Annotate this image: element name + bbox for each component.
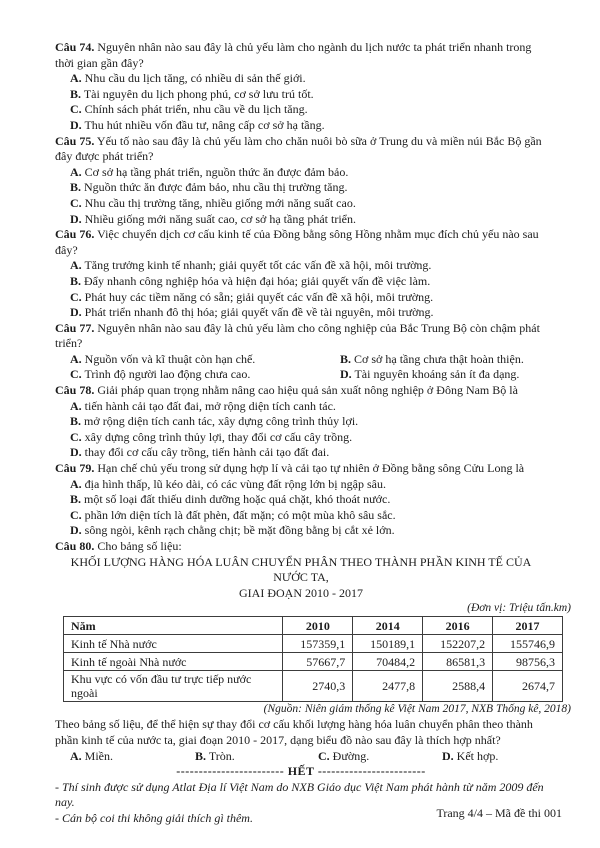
option-text: Phát triển nhanh đô thị hóa; giải quyết vấn đề về tài nguyên, môi trường. <box>84 305 434 320</box>
question-intro: Cho bảng số liệu: <box>97 539 182 553</box>
option-text: Chính sách phát triển, nhu cầu về du lịch tăng. <box>84 102 308 117</box>
option-text: Tài nguyên khoáng sản ít đa dạng. <box>354 367 520 382</box>
table-cell: 157359,1 <box>283 635 353 653</box>
question-block-80 <box>55 539 571 764</box>
option-text: Nhu cầu du lịch tăng, có nhiều di sản thế giới. <box>84 71 306 86</box>
table-cell: 2477,8 <box>353 671 423 702</box>
option-label: D. <box>70 305 82 320</box>
option-label: C. <box>318 748 330 763</box>
option-label: A. <box>70 398 82 413</box>
question-block-77 <box>55 321 547 383</box>
option-label: C. <box>70 195 82 210</box>
option-label: D. <box>70 211 82 226</box>
question-label: Câu 78. <box>55 383 95 398</box>
table-cell: 155746,9 <box>493 635 563 653</box>
question-label: Câu 76. <box>55 227 95 242</box>
option-text: Nhiều giống mới năng suất cao, cơ sở hạ tầng phát triển. <box>84 211 356 226</box>
table-unit-label: (Đơn vị: Triệu tấn.km) <box>467 602 571 615</box>
option-text: Kết hợp. <box>456 748 499 763</box>
option-line <box>340 352 547 368</box>
table-header-cell: 2017 <box>493 617 563 635</box>
table-cell: 57667,7 <box>283 653 353 671</box>
table-header-cell: 2014 <box>353 617 423 635</box>
option-text: Tròn. <box>208 748 235 763</box>
option-line <box>55 102 547 118</box>
question-text-76 <box>55 227 547 258</box>
option-label: A. <box>70 748 82 763</box>
option-line <box>340 367 547 383</box>
het-label: HẾT <box>287 764 315 779</box>
option-line <box>70 367 340 383</box>
option-line <box>55 414 547 430</box>
question-body: Hạn chế chủ yếu trong sử dụng hợp lí và cải tạo tự nhiên ở Đồng bằng sông Cửu Long là <box>97 461 525 476</box>
option-label: D. <box>70 523 82 538</box>
option-text: Đẩy nhanh công nghiệp hóa và hiện đại hóa; giải quyết vấn đề việc làm. <box>84 273 431 288</box>
option-line <box>55 445 547 461</box>
option-label: B. <box>70 492 82 507</box>
option-line <box>55 305 547 321</box>
option-label: A. <box>70 258 82 273</box>
exam-note-proctor: - Cán bộ coi thi không giải thích gì thêm. <box>55 810 253 825</box>
option-label: B. <box>70 414 82 429</box>
table-cell: 98756,3 <box>493 653 563 671</box>
option-label: D. <box>442 748 454 763</box>
option-text: mở rộng diện tích canh tác, xây dựng công trình thủy lợi. <box>84 414 359 429</box>
table-cell: 2740,3 <box>283 671 353 702</box>
option-text: Nguồn thức ăn được đảm bảo, nhu cầu thị trường tăng. <box>84 180 348 195</box>
table-cell: 86581,3 <box>423 653 493 671</box>
question-block-78 <box>55 383 547 461</box>
question-label: Câu 77. <box>55 320 95 335</box>
option-line <box>55 477 547 493</box>
option-line <box>55 274 547 290</box>
option-line <box>55 212 547 228</box>
table-cell: 70484,2 <box>353 653 423 671</box>
question-text-74 <box>55 40 547 71</box>
option-line <box>55 165 547 181</box>
question-body: Nguyên nhân nào sau đây là chủ yếu làm cho ngành du lịch nước ta phát triển nhanh trong thời gian gần đây? <box>55 40 532 70</box>
option-line <box>70 749 195 765</box>
option-text: xây dựng công trình thủy lợi, thay đổi cơ cấu cây trồng. <box>84 429 353 444</box>
option-line <box>55 492 547 508</box>
option-line <box>55 196 547 212</box>
option-label: B. <box>70 273 82 288</box>
question-text-77 <box>55 321 547 352</box>
table-header-cell: 2010 <box>283 617 353 635</box>
het-dashes-right: ------------------------ <box>317 764 426 779</box>
option-label: B. <box>70 180 82 195</box>
option-label: A. <box>70 71 82 86</box>
option-line <box>55 508 547 524</box>
option-text: Trình độ người lao động chưa cao. <box>84 367 251 382</box>
het-divider <box>55 764 547 780</box>
option-line <box>442 749 547 765</box>
question-block-74 <box>55 40 547 134</box>
option-label: A. <box>70 476 82 491</box>
table-row <box>64 671 563 702</box>
question-block-75 <box>55 134 547 228</box>
table-header-cell: 2016 <box>423 617 493 635</box>
table-cell: 152207,2 <box>423 635 493 653</box>
option-text: Thu hút nhiều vốn đầu tư, nâng cấp cơ sở hạ tầng. <box>84 117 325 132</box>
page-footer: Trang 4/4 – Mã đề thi 001 <box>436 806 562 820</box>
het-dashes-left: ------------------------ <box>176 764 285 779</box>
data-table <box>63 616 563 702</box>
option-line <box>55 180 547 196</box>
option-text: Phát huy các tiềm năng có sẵn; giải quyết các vấn đề xã hội, môi trường. <box>84 289 434 304</box>
question-text-79 <box>55 461 547 477</box>
option-label: C. <box>70 102 82 117</box>
option-text: phần lớn diện tích là đất phèn, đất mặn; có một mùa khô sâu sắc. <box>84 507 396 522</box>
table-cell: 150189,1 <box>353 635 423 653</box>
option-line <box>55 87 547 103</box>
question-label: Câu 74. <box>55 40 95 54</box>
table-cell: 2588,4 <box>423 671 493 702</box>
option-line <box>55 523 547 539</box>
question-text-78 <box>55 383 547 399</box>
option-text: Nhu cầu thị trường tăng, nhiều giống mới năng suất cao. <box>84 195 356 210</box>
question-label: Câu 80. <box>55 539 95 553</box>
option-label: B. <box>340 351 352 366</box>
table-title-line1: KHỐI LƯỢNG HÀNG HÓA LUÂN CHUYỂN PHÂN THEO THÀNH PHẦN KINH TẾ CỦA NƯỚC TA, <box>70 554 532 585</box>
option-text: thay đổi cơ cấu cây trồng, tiến hành cải tạo đất đai. <box>84 445 330 460</box>
option-label: A. <box>70 164 82 179</box>
question-body: Việc chuyển dịch cơ cấu kinh tế của Đồng bằng sông Hồng nhằm mục đích chủ yếu nào sau đây? <box>55 227 539 257</box>
option-line <box>55 258 547 274</box>
option-text: Miền. <box>84 748 114 763</box>
table-source-label: (Nguồn: Niên giám thống kê Việt Nam 2017, NXB Thống kê, 2018) <box>263 703 571 716</box>
option-text: Nguồn vốn và kĩ thuật còn hạn chế. <box>84 351 256 366</box>
option-grid <box>55 749 547 765</box>
question-text-80 <box>55 539 547 555</box>
option-text: Tăng trưởng kinh tế nhanh; giải quyết tốt các vấn đề xã hội, môi trường. <box>84 258 432 273</box>
table-title-line2: GIAI ĐOẠN 2010 - 2017 <box>239 585 363 600</box>
option-line <box>55 71 547 87</box>
table-cell: Kinh tế ngoài Nhà nước <box>64 653 283 671</box>
question-label: Câu 75. <box>55 133 95 148</box>
option-line <box>195 749 318 765</box>
option-grid <box>55 352 547 383</box>
option-label: A. <box>70 351 82 366</box>
option-line <box>318 749 442 765</box>
table-row <box>64 653 563 671</box>
option-text: Tài nguyên du lịch phong phú, cơ sở lưu trú tốt. <box>83 86 314 101</box>
question-label: Câu 79. <box>55 461 95 476</box>
option-line <box>55 290 547 306</box>
option-label: D. <box>70 445 82 460</box>
exam-note-atlat: - Thí sinh được sử dụng Atlat Địa lí Việt Nam do NXB Giáo dục Việt Nam phát hành từ năm 2009 đến nay. <box>55 779 544 810</box>
question-text-75 <box>55 134 547 165</box>
question-body-80: Theo bảng số liệu, để thể hiện sự thay đổi cơ cấu khối lượng hàng hóa luân chuyển phân theo thành phần kinh tế của nước ta, giai đoạn 2010 - 2017, dạng biểu đồ nào sau đây là thích hợp nhất? <box>55 717 533 747</box>
option-line <box>55 430 547 446</box>
option-label: C. <box>70 429 82 444</box>
table-cell: 2674,7 <box>493 671 563 702</box>
question-body: Yếu tố nào sau đây là chủ yếu làm cho chăn nuôi bò sữa ở Trung du và miền núi Bắc Bộ gần đây được phát triển? <box>55 133 542 164</box>
option-label: D. <box>340 367 352 382</box>
option-label: B. <box>70 86 82 101</box>
option-text: tiến hành cải tạo đất đai, mở rộng diện tích canh tác. <box>84 398 336 413</box>
option-label: C. <box>70 289 82 304</box>
option-label: B. <box>195 748 207 763</box>
option-text: Đường. <box>332 748 370 763</box>
question-block-76 <box>55 227 547 321</box>
option-label: C. <box>70 367 82 382</box>
option-label: C. <box>70 507 82 522</box>
question-body: Nguyên nhân nào sau đây là chủ yếu làm cho công nghiệp của Bắc Trung Bộ còn chậm phát triển? <box>55 320 540 351</box>
option-text: Cơ sở hạ tầng phát triển, nguồn thức ăn được đảm bảo. <box>84 164 349 179</box>
question-block-79 <box>55 461 547 539</box>
question-body: Giải pháp quan trọng nhằm nâng cao hiệu quả sản xuất nông nghiệp ở Đông Nam Bộ là <box>97 383 518 398</box>
table-row <box>64 635 563 653</box>
option-line <box>70 352 340 368</box>
table-cell: Kinh tế Nhà nước <box>64 635 283 653</box>
option-text: sông ngòi, kênh rạch chằng chịt; bề mặt đồng bằng bị cắt xẻ lớn. <box>84 523 395 538</box>
table-cell: Khu vực có vốn đầu tư trực tiếp nước ngoài <box>64 671 283 702</box>
option-text: địa hình thấp, lũ kéo dài, có các vùng đất rộng lớn bị ngập sâu. <box>84 476 386 491</box>
option-line <box>55 399 547 415</box>
option-text: một số loại đất thiếu dinh dưỡng hoặc quá chặt, khó thoát nước. <box>84 492 391 507</box>
option-line <box>55 118 547 134</box>
option-text: Cơ sở hạ tầng chưa thật hoàn thiện. <box>354 351 524 366</box>
exam-content <box>55 40 571 827</box>
table-header-cell: Năm <box>64 617 283 635</box>
table-header-row <box>64 617 563 635</box>
option-label: D. <box>70 117 82 132</box>
